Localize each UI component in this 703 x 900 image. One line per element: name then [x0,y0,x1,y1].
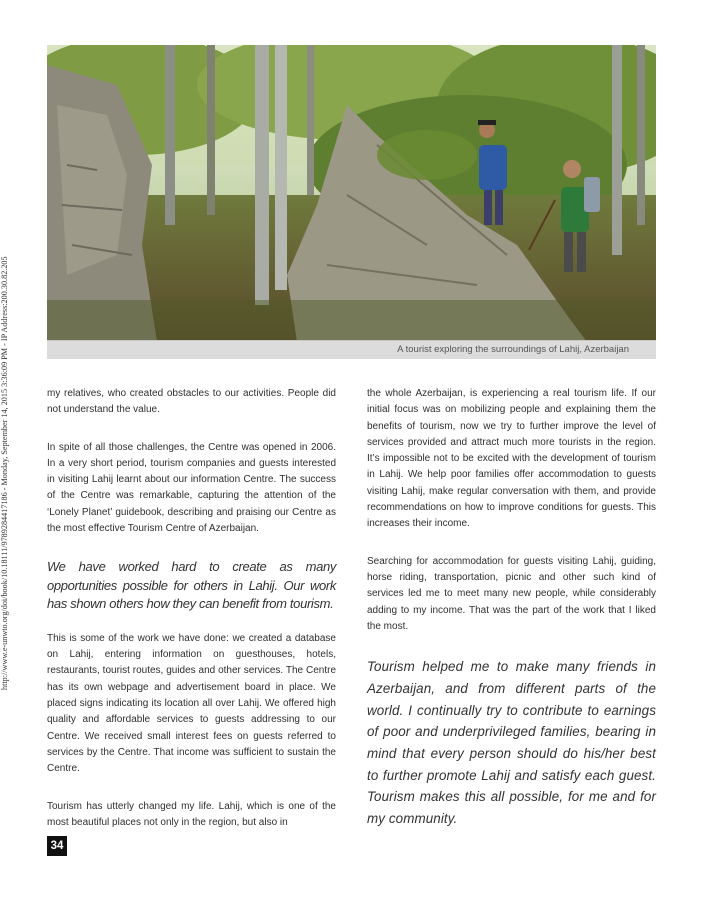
photo-illustration [47,45,656,342]
photo-caption-bar [47,340,656,359]
photo-caption: A tourist exploring the surroundings of Lahij, Azerbaijan [397,344,629,355]
left-paragraph-1: my relatives, who created obstacles to our activities. People did not understand the value. [47,388,336,416]
side-access-note: http://www.e-unwto.org/doi/book/10.18111/9789284417186 - Monday, September 14, 2015 3:36:09 PM - IP Address:200.30.82.205 [0,256,9,690]
left-paragraph-4: Tourism has utterly changed my life. Lahij, which is one of the most beautiful places not only in the region, but also in [47,800,336,828]
forest-ruins-photo [47,45,656,342]
left-pull-quote: We have worked hard to create as many opportunities possible for others in Lahij. Our work has shown others how they can benefit from tourism. [47,559,336,612]
left-column [47,386,336,852]
page-number: 34 [47,836,67,856]
right-paragraph-2: Searching for accommodation for guests visiting Lahij, guiding, horse riding, transportation, picnic and other such kind of services led me to meet many new people, while considerably adding to my income. That was the part of the work that I liked the most. [367,555,656,632]
right-pull-quote: Tourism helped me to make many friends in Azerbaijan, and from different parts of the world. I continually try to contribute to earnings of poor and underprivileged families, bearing in mind that every person should do his/her best to further promote Lahij and satisfy each guest. Tourism makes this all possible, for me and for my community. [367,659,656,827]
left-paragraph-2: In spite of all those challenges, the Centre was opened in 2006. In a very short period, tourism companies and guests interested in visiting Lahij learnt about our information Centre. The success of the Centre was remarkable, capturing the attention of the ‘Lonely Planet’ guidebook, describing and praising our Centre as the most effective Tourism Centre of Azerbaijan. [47,441,336,535]
right-column [367,386,656,847]
right-paragraph-1: the whole Azerbaijan, is experiencing a real tourism life. If our initial focus was on mobilizing people and explaining them the benefits of tourism, now we try to further improve the level of services provided and attract much more tourists in the region. It’s impossible not to be excited with the development of tourism in Lahij. We help poor families offer accommodation to guests visiting Lahij, make regular conversation with them, and provide recommendations on how to improve conditions for guests. This increases their income. [367,388,656,530]
left-paragraph-3: This is some of the work we have done: we created a database on Lahij, entering information on guesthouses, hotels, restaurants, tourist routes, guides and other services. The Centre has its own webpage and advertisement board in place. We placed signs indicating its location all over Lahij. We offered high quality and affordable services to guests addressing to our Centre. We received small interest fees on guests referred to services by the Centre. That income was sufficient to sustain the Centre. [47,632,336,775]
